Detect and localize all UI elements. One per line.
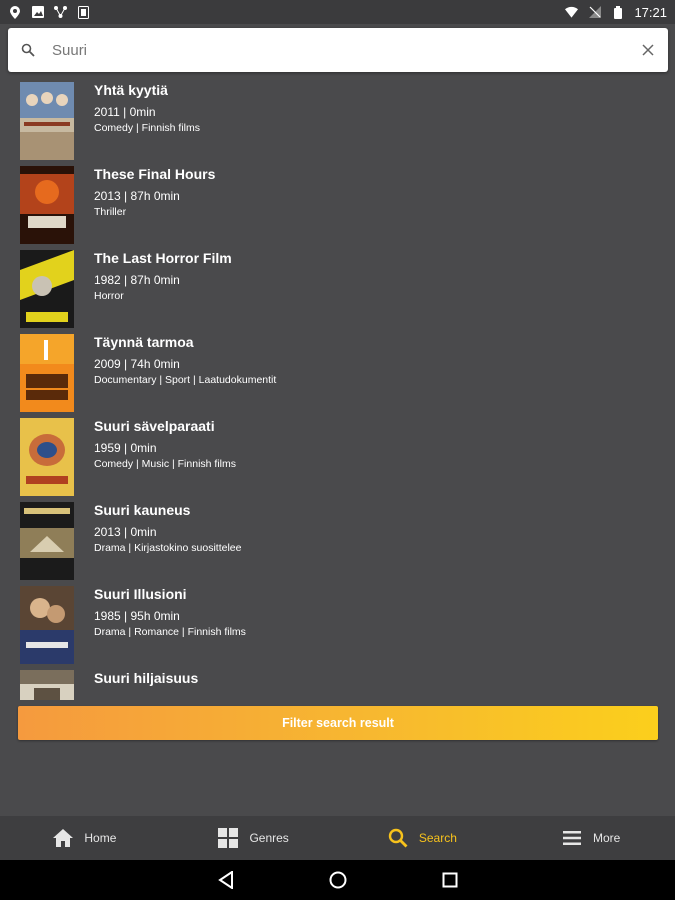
clear-icon[interactable] [640, 42, 656, 58]
result-item[interactable] [0, 412, 675, 496]
movie-meta: 2011 | 0min [94, 105, 156, 119]
movie-title: Suuri Illusioni [94, 586, 187, 602]
movie-poster [20, 334, 74, 412]
movie-poster [20, 418, 74, 496]
bottom-navigation [0, 816, 675, 860]
movie-meta: 2009 | 74h 0min [94, 357, 180, 371]
movie-poster [20, 502, 74, 580]
movie-genres: Drama | Romance | Finnish films [94, 626, 246, 638]
result-item[interactable] [0, 328, 675, 412]
movie-title: Suuri hiljaisuus [94, 670, 199, 686]
movie-genres: Drama | Kirjastokino suosittelee [94, 542, 242, 554]
result-item[interactable] [0, 244, 675, 328]
menu-icon [561, 827, 583, 849]
back-icon[interactable] [215, 869, 237, 891]
movie-title: Suuri kauneus [94, 502, 191, 518]
status-left [8, 6, 90, 19]
wifi-icon [565, 6, 578, 19]
movie-poster [20, 670, 74, 700]
result-item[interactable] [0, 580, 675, 664]
search-bar[interactable] [8, 28, 668, 72]
status-time: 17:21 [634, 4, 667, 20]
movie-title: These Final Hours [94, 166, 216, 182]
movie-title: Täynnä tarmoa [94, 334, 194, 350]
movie-meta: 1985 | 95h 0min [94, 609, 180, 623]
search-input[interactable] [50, 41, 640, 60]
filter-search-result-button[interactable]: Filter search result [18, 706, 658, 740]
image-icon [31, 6, 44, 19]
search-icon [387, 827, 409, 849]
grid-icon [217, 827, 239, 849]
nav-genres[interactable] [169, 816, 338, 860]
signal-off-icon [588, 6, 601, 19]
nav-home[interactable] [0, 816, 169, 860]
result-item[interactable] [0, 496, 675, 580]
result-item[interactable] [0, 664, 675, 700]
nav-genres-label: Genres [249, 831, 289, 845]
battery-icon [611, 6, 624, 19]
movie-title: Suuri sävelparaati [94, 418, 215, 434]
movie-poster [20, 82, 74, 160]
sim-icon [77, 6, 90, 19]
recents-icon[interactable] [439, 869, 461, 891]
nav-search-label: Search [418, 831, 457, 845]
network-icon [54, 6, 67, 19]
home-button-icon[interactable] [327, 869, 349, 891]
movie-poster [20, 250, 74, 328]
status-bar [0, 0, 675, 24]
movie-poster [20, 586, 74, 664]
movie-title: Yhtä kyytiä [94, 82, 168, 98]
nav-home-label: Home [84, 831, 117, 845]
movie-genres: Comedy | Music | Finnish films [94, 458, 236, 470]
system-navigation-bar [0, 860, 675, 900]
location-icon [8, 6, 21, 19]
movie-genres: Documentary | Sport | Laatudokumentit [94, 374, 277, 386]
result-item[interactable] [0, 160, 675, 244]
movie-genres: Thriller [94, 206, 127, 218]
movie-meta: 1959 | 0min [94, 441, 157, 455]
movie-meta: 2013 | 0min [94, 525, 157, 539]
movie-meta: 2013 | 87h 0min [94, 189, 180, 203]
status-right [565, 5, 667, 20]
movie-meta: 1982 | 87h 0min [94, 273, 180, 287]
nav-search[interactable] [338, 816, 507, 860]
home-icon [52, 827, 74, 849]
movie-title: The Last Horror Film [94, 250, 232, 266]
movie-poster [20, 166, 74, 244]
movie-genres: Horror [94, 290, 124, 302]
nav-more[interactable] [506, 816, 675, 860]
nav-more-label: More [592, 831, 621, 845]
search-icon [20, 42, 36, 58]
movie-genres: Comedy | Finnish films [94, 122, 201, 134]
result-item[interactable] [0, 76, 675, 160]
search-results-list[interactable] [0, 76, 675, 700]
